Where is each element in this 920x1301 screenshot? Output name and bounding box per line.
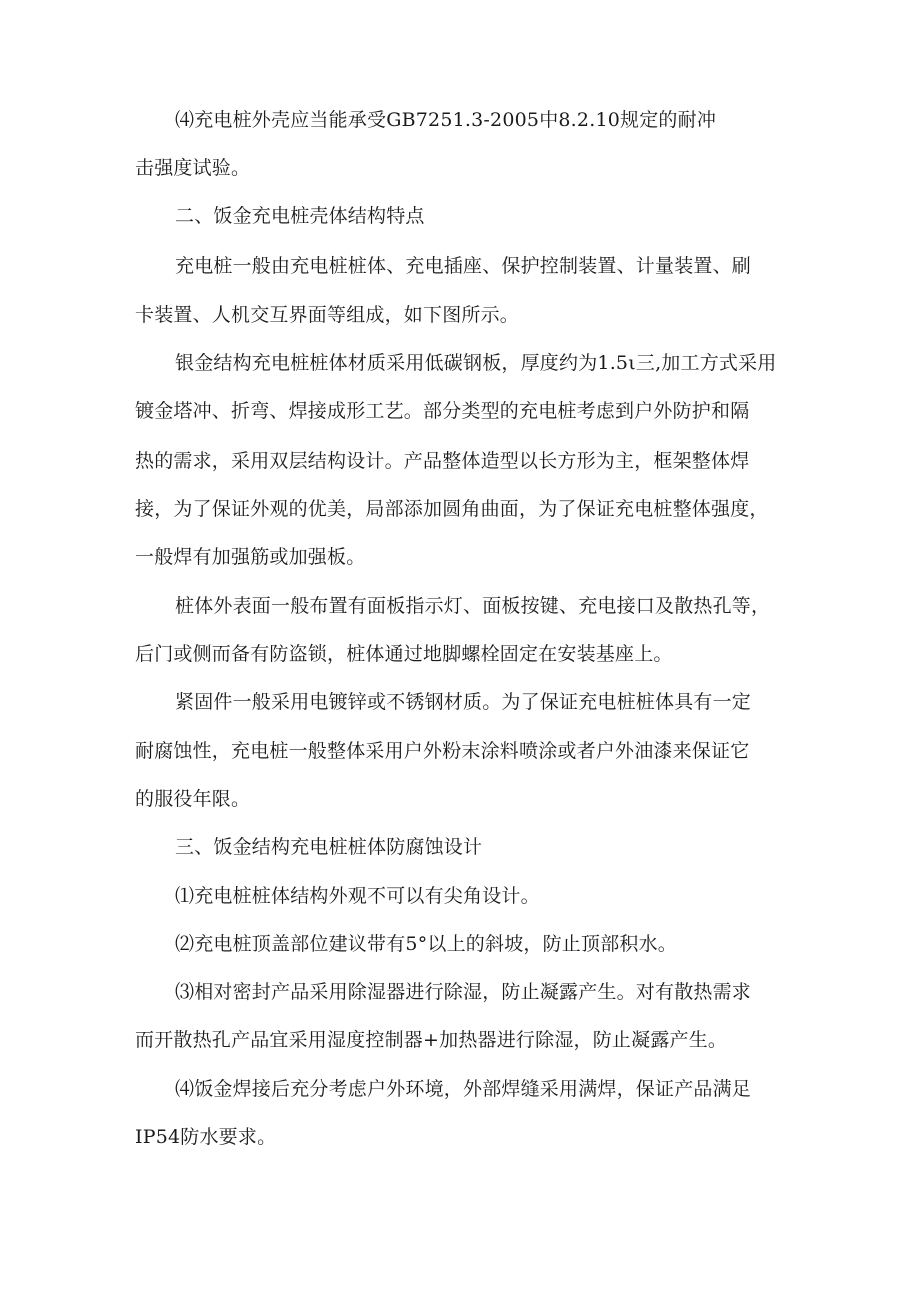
list-item: ⑷饭金焊接后充分考虑户外环境，外部焊缝采用满焊，保证产品满足: [175, 1078, 752, 1100]
paragraph-line: 镀金塔冲、折弯、焊接成形工艺。部分类型的充电桩考虑到户外防护和隔: [135, 400, 750, 422]
paragraph-line: IP54防水要求。: [135, 1126, 277, 1148]
paragraph-line: 热的需求，采用双层结构设计。产品整体造型以长方形为主，框架整体焊: [135, 450, 750, 472]
section-heading: 三、饭金结构充电桩桩体防腐蚀设计: [175, 836, 483, 858]
paragraph-line: 后门或侧而备有防盗锁，桩体通过地脚螺栓固定在安装基座上。: [135, 643, 673, 665]
paragraph-line: 充电桩一般由充电桩桩体、充电插座、保护控制装置、计量装置、刷: [175, 255, 752, 277]
paragraph-line: 银金结构充电桩桩体材质采用低碳钢板，厚度约为1.5ι三,加工方式采用: [175, 352, 777, 374]
paragraph-line: 的服役年限。: [135, 788, 251, 810]
paragraph-line: 而开散热孔产品宜采用湿度控制器+加热器进行除湿，防止凝露产生。: [135, 1029, 728, 1051]
list-item: ⑵充电桩顶盖部位建议带有5°以上的斜坡，防止顶部积水。: [175, 933, 677, 955]
paragraph-line: 耐腐蚀性，充电桩一般整体采用户外粉末涂料喷涂或者户外油漆来保证它: [135, 740, 750, 762]
paragraph-line: 卡装置、人机交互界面等组成，如下图所示。: [135, 304, 520, 326]
paragraph-line: 桩体外表面一般布置有面板指示灯、面板按键、充电接口及散热孔等，: [175, 595, 771, 617]
paragraph-line: 击强度试验。: [135, 157, 251, 179]
section-heading: 二、饭金充电桩壳体结构特点: [175, 205, 425, 227]
paragraph-line: 紧固件一般采用电镀锌或不锈钢材质。为了保证充电桩桩体具有一定: [175, 691, 752, 713]
list-item: ⑶相对密封产品采用除湿器进行除湿，防止凝露产生。对有散热需求: [175, 981, 752, 1003]
list-item: ⑴充电桩桩体结构外观不可以有尖角设计。: [175, 885, 540, 907]
paragraph-line: ⑷充电桩外壳应当能承受GB7251.3-2005中8.2.10规定的耐冲: [175, 109, 717, 131]
paragraph-line: 一般焊有加强筋或加强板。: [135, 546, 366, 568]
paragraph-line: 接，为了保证外观的优美，局部添加圆角曲面，为了保证充电桩整体强度，: [135, 498, 769, 520]
